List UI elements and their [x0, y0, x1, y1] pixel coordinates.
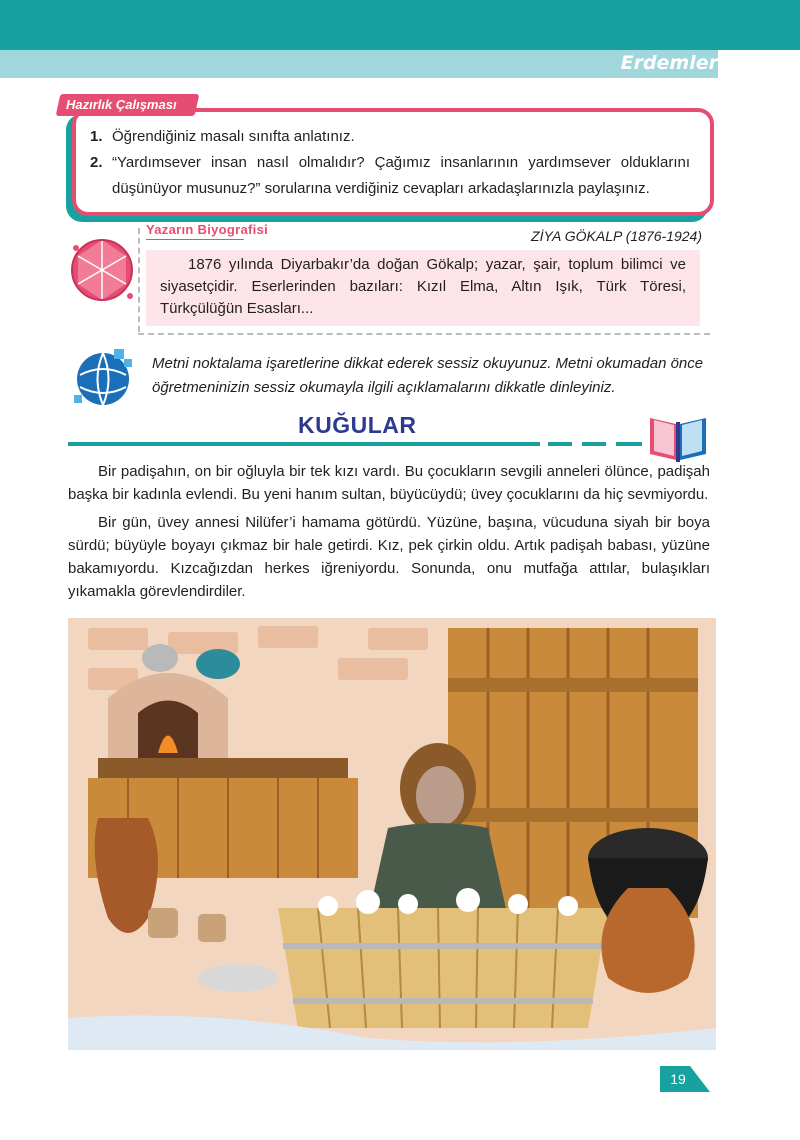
item-number: 2.	[90, 154, 103, 171]
biography-author: ZİYA GÖKALP (1876-1924)	[531, 228, 702, 244]
biography-label-underline	[146, 239, 244, 240]
reading-instruction: Metni noktalama işaretlerine dikkat ederek sessiz okuyunuz. Metni okumadan önce öğretmeninizin sessiz okumayla ilgili açıklamalarını dikkatle dinleyiniz.	[152, 355, 704, 396]
story-title: KUĞULAR	[298, 412, 417, 438]
title-rule-dash	[548, 442, 572, 446]
gem-icon	[68, 236, 136, 304]
biography-label: Yazarın Biyografisi	[146, 222, 269, 237]
story-paragraph: Bir padişahın, on bir oğluyla bir tek kızı vardı. Bu çocukların sevgili anneleri ölünce, padişah başka bir kadınla evlendi. Bu yeni hanım sultan, büyücüydü; üvey çocuklarını da hiç sevmiyordu.	[68, 463, 710, 503]
story-paragraph: Bir gün, üvey annesi Nilüfer’i hamama götürdü. Yüzüne, başına, vücuduna siyah bir boya sürdü; büyüyle boyayı çıkmaz bir hale getirdi. Kız, pek çirkin oldu. Artık padişah babası, yüzüne bakamıyordu. Kızcağızdan herkes iğreniyordu. Sonunda, onu mutfağa attılar, bulaşıkları yıkamakla görevlendirdiler.	[68, 514, 710, 600]
page-number: 19	[670, 1071, 686, 1087]
list-item	[90, 124, 690, 150]
bio-divider-horizontal	[138, 333, 710, 335]
item-text: “Yardımsever insan nasıl olmalıdır? Çağımız insanlarının yardımsever olduklarını düşünüyor musunuz?” sorularına verdiğiniz cevapları arkadaşlarınızla paylaşınız.	[112, 154, 690, 197]
title-rule-dash	[616, 442, 642, 446]
title-rule	[68, 442, 540, 446]
title-rule-dash	[582, 442, 606, 446]
story-illustration	[68, 618, 716, 1050]
bio-divider-vertical	[138, 228, 140, 332]
header-band	[0, 0, 800, 50]
book-icon	[646, 410, 710, 462]
story-body	[68, 460, 710, 608]
preparation-list	[90, 124, 690, 202]
item-text: Öğrendiğiniz masalı sınıfta anlatınız.	[112, 128, 355, 145]
preparation-tag	[56, 94, 199, 116]
preparation-tag-label: Hazırlık Çalışması	[66, 97, 177, 112]
puzzle-globe-icon	[70, 345, 136, 411]
item-number: 1.	[90, 128, 103, 145]
biography-text: 1876 yılında Diyarbakır’da doğan Gökalp; yazar, şair, toplum bilimci ve siyasetçidir. Eserlerinden bazıları: Kızıl Elma, Altın Işık, Türk Töresi, Türkçülüğün Esasları...	[146, 250, 700, 326]
chapter-title: Erdemler	[620, 52, 718, 74]
header-subband	[0, 50, 718, 78]
list-item	[90, 150, 690, 202]
